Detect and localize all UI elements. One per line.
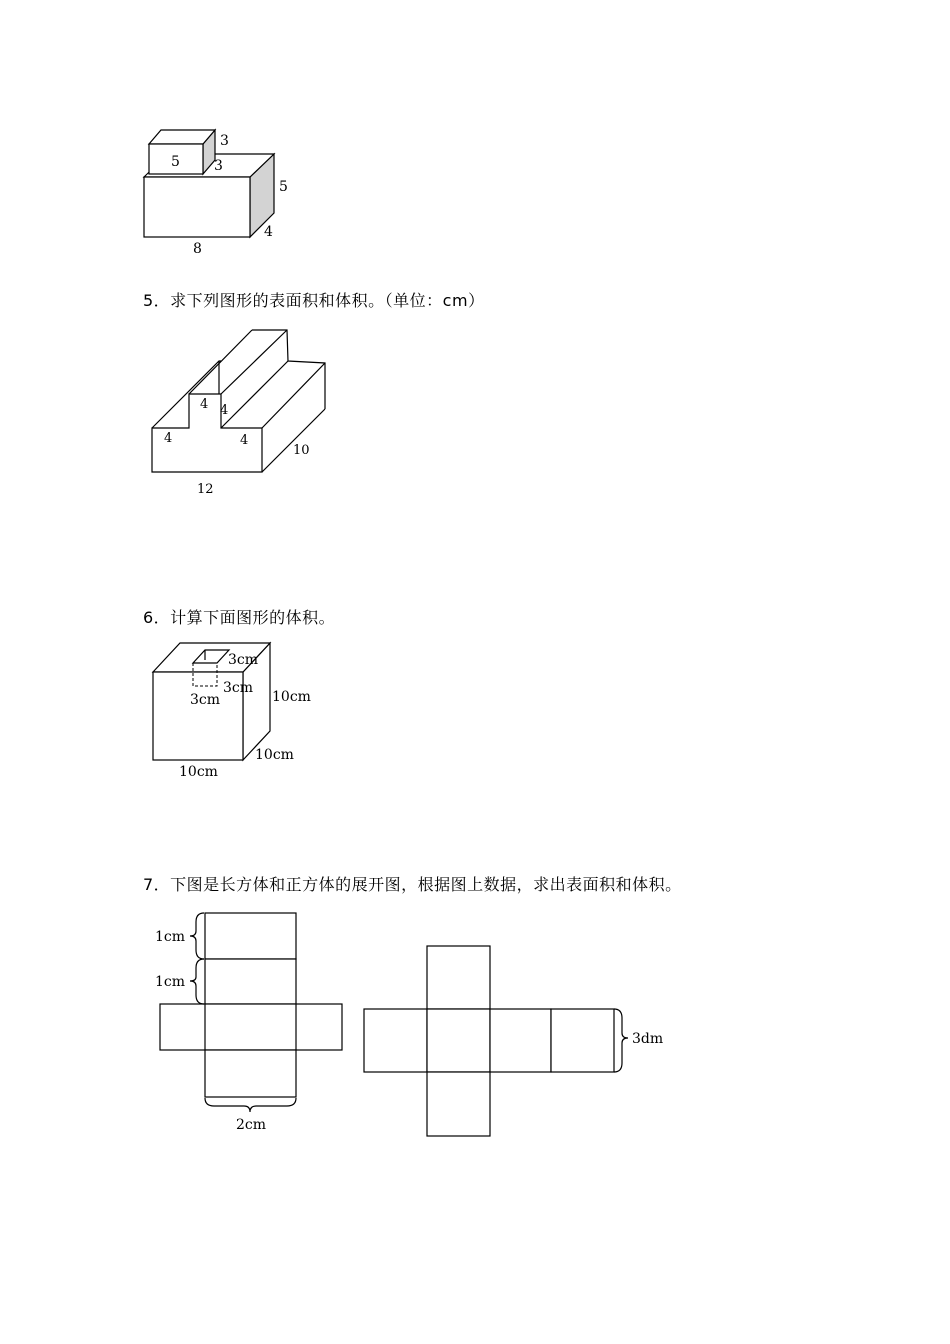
- label-height: 10cm: [272, 689, 311, 705]
- label-left-step: 4: [164, 431, 173, 446]
- label-hole-width: 3cm: [190, 692, 221, 708]
- label-big-depth: 4: [264, 224, 273, 240]
- question-7: 7．下图是长方体和正方体的展开图，根据图上数据，求出表面积和体积。: [143, 875, 682, 894]
- label-hole-side-a: 3cm: [228, 652, 259, 668]
- cuboid-net: [160, 913, 342, 1097]
- label-cuboid-second: 1cm: [155, 974, 186, 990]
- label-notch-depth: 4: [220, 403, 229, 418]
- question-5: 5．求下列图形的表面积和体积。（单位：cm）: [143, 291, 485, 310]
- brace-top: [190, 913, 204, 959]
- label-cuboid-width: 2cm: [236, 1117, 267, 1133]
- cube-net: [364, 946, 614, 1136]
- label-small-front: 5: [171, 154, 180, 170]
- label-small-right-depth: 3: [214, 158, 223, 174]
- label-cuboid-top: 1cm: [155, 929, 186, 945]
- brace-cube: [614, 1009, 628, 1072]
- brace-bottom: [205, 1098, 296, 1112]
- label-depth: 10cm: [255, 747, 294, 763]
- label-small-top-depth: 3: [220, 133, 229, 149]
- label-big-length: 8: [193, 241, 202, 257]
- label-notch-width: 4: [200, 397, 209, 412]
- label-depth: 10: [293, 443, 310, 458]
- label-big-height: 5: [279, 179, 288, 195]
- label-length: 12: [197, 482, 214, 497]
- label-cube-side: 3dm: [632, 1031, 664, 1047]
- label-right-step: 4: [240, 433, 249, 448]
- brace-second: [190, 959, 204, 1004]
- label-length: 10cm: [179, 764, 218, 780]
- question-6: 6．计算下面图形的体积。: [143, 608, 336, 627]
- label-hole-side-b: 3cm: [223, 680, 254, 696]
